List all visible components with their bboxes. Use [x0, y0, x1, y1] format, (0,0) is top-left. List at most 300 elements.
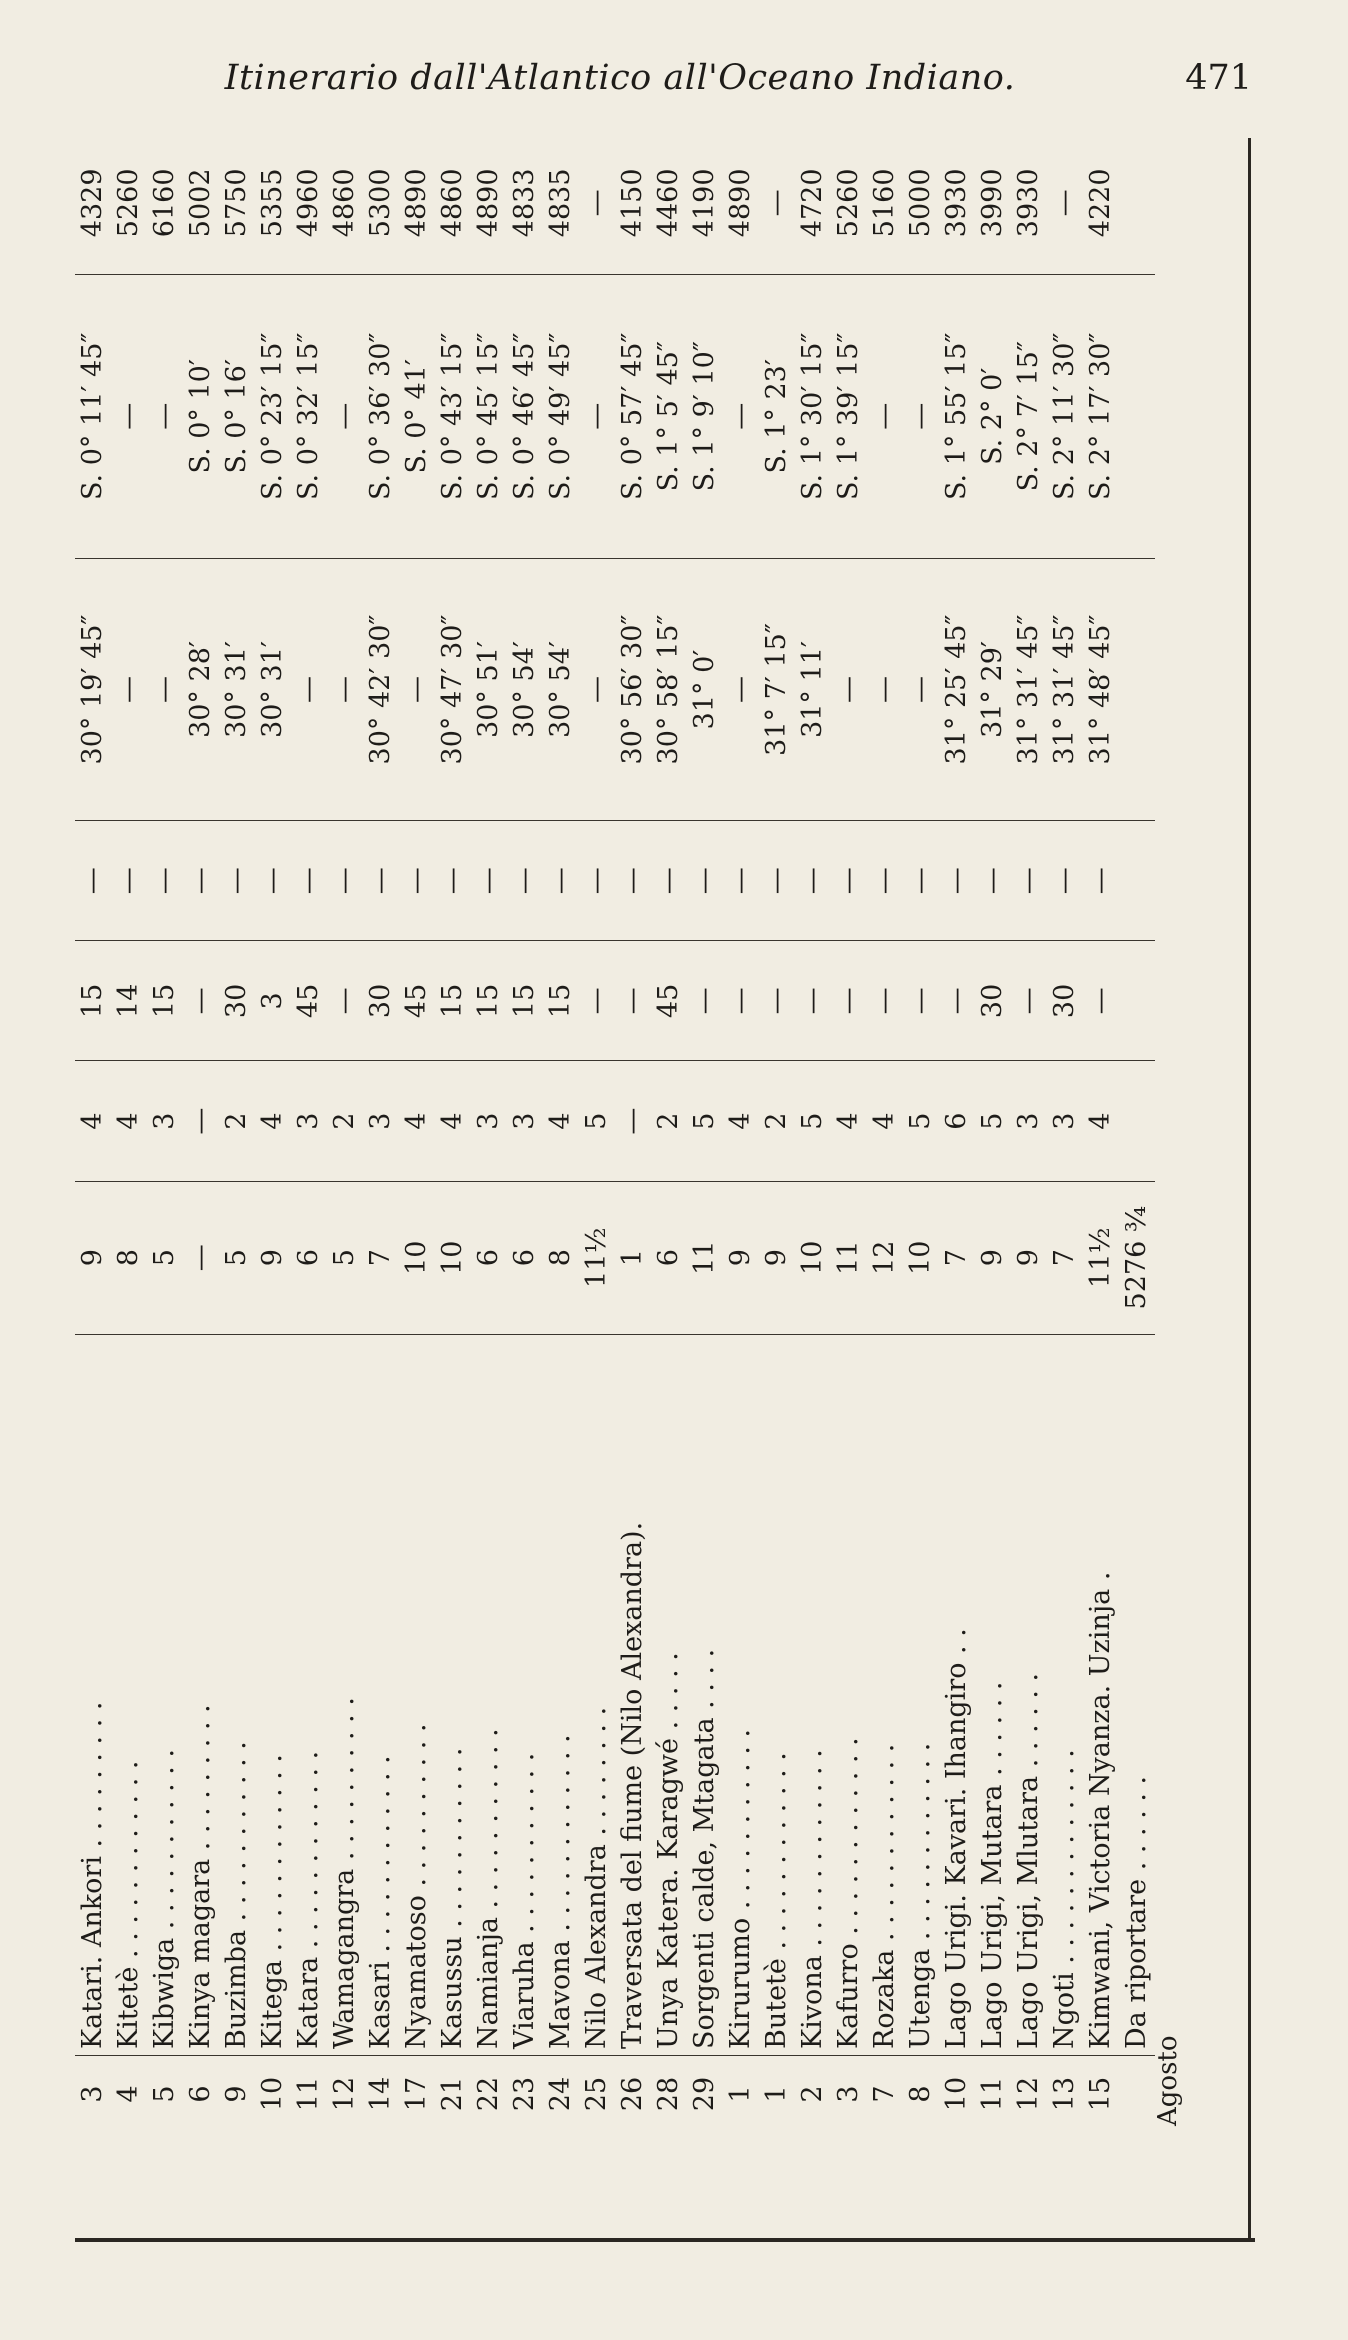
- altitude-cell: 4150: [615, 132, 651, 274]
- value-cell: 9: [75, 1181, 111, 1334]
- place-cell: Rozaka . . . . . . . . . . . .: [867, 1334, 903, 2055]
- value-cell: —: [687, 941, 723, 1061]
- longitude-cell: S. 0° 46′ 45″: [507, 274, 543, 558]
- table-row: [147, 132, 183, 2132]
- date-cell: 23: [509, 2076, 541, 2112]
- latitude-cell: 31° 29′: [975, 558, 1011, 820]
- place-cell: Ngoti . . . . . . . . . . . . .: [1047, 1334, 1083, 2055]
- table-row: [1119, 132, 1155, 2132]
- table-row: [507, 132, 543, 2132]
- latitude-cell: 30° 56′ 30″: [615, 558, 651, 820]
- latitude-cell: 31° 11′: [795, 558, 831, 820]
- place-cell: Utenga . . . . . . . . . . . .: [903, 1334, 939, 2055]
- altitude-cell: 5260: [111, 132, 147, 274]
- value-cell: —: [543, 821, 579, 941]
- table-row: [1083, 132, 1119, 2132]
- place-cell: Lago Urigi, Mutara . . . . . .: [975, 1334, 1011, 2055]
- table-row: [939, 132, 975, 2132]
- place-cell: Nyamatoso . . . . . . . . . .: [399, 1334, 435, 2055]
- value-cell: —: [183, 821, 219, 941]
- value-cell: 15: [507, 941, 543, 1061]
- value-cell: —: [975, 821, 1011, 941]
- longitude-cell: S. 0° 23′ 15″: [255, 274, 291, 558]
- longitude-cell: S. 2° 0′: [975, 274, 1011, 558]
- value-cell: —: [507, 821, 543, 941]
- latitude-cell: 30° 54′: [543, 558, 579, 820]
- longitude-cell: S. 0° 36′ 30″: [363, 274, 399, 558]
- date-cell: 17: [401, 2076, 433, 2112]
- table-row: [75, 132, 111, 2132]
- altitude-cell: 3930: [1011, 132, 1047, 274]
- value-cell: 12: [867, 1181, 903, 1334]
- latitude-cell: —: [291, 558, 327, 820]
- altitude-cell: 4890: [723, 132, 759, 274]
- value-cell: 5: [579, 1061, 615, 1181]
- value-cell: 4: [867, 1061, 903, 1181]
- place-cell: Kivona . . . . . . . . . . . .: [795, 1334, 831, 2055]
- value-cell: 14: [111, 941, 147, 1061]
- place-cell: Mavona . . . . . . . . . . . .: [543, 1334, 579, 2055]
- latitude-cell: 30° 19′ 45″: [75, 558, 111, 820]
- value-cell: 15: [75, 941, 111, 1061]
- longitude-cell: S. 1° 5′ 45″: [651, 274, 687, 558]
- table-row: [759, 132, 795, 2132]
- value-cell: —: [1047, 821, 1083, 941]
- date-cell: 29: [689, 2076, 721, 2112]
- value-cell: —: [579, 941, 615, 1061]
- latitude-cell: —: [111, 558, 147, 820]
- value-cell: —: [615, 821, 651, 941]
- date-cell: 28: [653, 2076, 685, 2112]
- table-row: [579, 132, 615, 2132]
- value-cell: 9: [975, 1181, 1011, 1334]
- value-cell: 5: [327, 1181, 363, 1334]
- value-cell: 15: [147, 941, 183, 1061]
- table-row: [651, 132, 687, 2132]
- date-cell: 10: [941, 2076, 973, 2112]
- value-cell: 4: [111, 1061, 147, 1181]
- value-cell: 5276 ¾: [1119, 1181, 1155, 1334]
- value-cell: 9: [723, 1181, 759, 1334]
- date-cell: 13: [1049, 2076, 1081, 2112]
- value-cell: 7: [939, 1181, 975, 1334]
- latitude-cell: [1119, 558, 1155, 820]
- longitude-cell: S. 0° 10′: [183, 274, 219, 558]
- value-cell: 10: [435, 1181, 471, 1334]
- place-cell: Kinya magara . . . . . . . . .: [183, 1334, 219, 2055]
- place-cell: Kibwiga . . . . . . . . . . .: [147, 1334, 183, 2055]
- value-cell: 3: [291, 1061, 327, 1181]
- place-cell: Kafurro . . . . . . . . . . . .: [831, 1334, 867, 2055]
- value-cell: [1119, 941, 1155, 1061]
- value-cell: 11: [831, 1181, 867, 1334]
- date-cell: [1119, 2056, 1155, 2133]
- value-cell: —: [255, 821, 291, 941]
- value-cell: —: [183, 1061, 219, 1181]
- value-cell: 6: [939, 1061, 975, 1181]
- value-cell: 11½: [1083, 1181, 1119, 1334]
- place-cell: Kasari . . . . . . . . . . . .: [363, 1334, 399, 2055]
- value-cell: 3: [363, 1061, 399, 1181]
- value-cell: —: [903, 941, 939, 1061]
- value-cell: 6: [471, 1181, 507, 1334]
- value-cell: —: [867, 941, 903, 1061]
- altitude-cell: 4329: [75, 132, 111, 274]
- altitude-cell: 4835: [543, 132, 579, 274]
- date-cell: 14: [365, 2076, 397, 2112]
- place-cell: Wamagangra . . . . . . . . . .: [327, 1334, 363, 2055]
- place-cell: Kitega . . . . . . . . . . . .: [255, 1334, 291, 2055]
- latitude-cell: 30° 28′: [183, 558, 219, 820]
- altitude-cell: [1119, 132, 1155, 274]
- value-cell: 2: [327, 1061, 363, 1181]
- value-cell: 15: [435, 941, 471, 1061]
- latitude-cell: 31° 31′ 45″: [1047, 558, 1083, 820]
- date-cell: 22: [473, 2076, 505, 2112]
- date-cell: 4: [113, 2085, 145, 2103]
- longitude-cell: S. 0° 32′ 15″: [291, 274, 327, 558]
- value-cell: 3: [255, 941, 291, 1061]
- altitude-cell: 5160: [867, 132, 903, 274]
- value-cell: —: [615, 1061, 651, 1181]
- altitude-cell: 5300: [363, 132, 399, 274]
- date-cell: 26: [617, 2076, 649, 2112]
- table-row: [615, 132, 651, 2132]
- latitude-cell: —: [399, 558, 435, 820]
- place-cell: Viaruha . . . . . . . . . . .: [507, 1334, 543, 2055]
- longitude-cell: —: [327, 274, 363, 558]
- table-row: [291, 132, 327, 2132]
- longitude-cell: —: [147, 274, 183, 558]
- value-cell: 2: [651, 1061, 687, 1181]
- table-row: [903, 132, 939, 2132]
- value-cell: 6: [507, 1181, 543, 1334]
- value-cell: —: [831, 941, 867, 1061]
- value-cell: —: [1011, 941, 1047, 1061]
- altitude-cell: 4860: [435, 132, 471, 274]
- altitude-cell: 5750: [219, 132, 255, 274]
- altitude-cell: 5260: [831, 132, 867, 274]
- table-row: [1047, 132, 1083, 2132]
- table-row: [795, 132, 831, 2132]
- longitude-cell: S. 1° 55′ 15″: [939, 274, 975, 558]
- table-row: [399, 132, 435, 2132]
- table-row: [1011, 132, 1047, 2132]
- date-cell: 12: [1013, 2076, 1045, 2112]
- value-cell: 11: [687, 1181, 723, 1334]
- longitude-cell: —: [867, 274, 903, 558]
- place-cell: Lago Urigi, Mlutara . . . . . .: [1011, 1334, 1047, 2055]
- value-cell: 45: [651, 941, 687, 1061]
- value-cell: 9: [255, 1181, 291, 1334]
- page-header: [0, 58, 1348, 118]
- value-cell: —: [1083, 821, 1119, 941]
- table-row: [471, 132, 507, 2132]
- value-cell: —: [183, 941, 219, 1061]
- value-cell: —: [435, 821, 471, 941]
- value-cell: —: [651, 821, 687, 941]
- table-row: [327, 132, 363, 2132]
- latitude-cell: —: [723, 558, 759, 820]
- value-cell: —: [759, 821, 795, 941]
- value-cell: 3: [1011, 1061, 1047, 1181]
- value-cell: —: [903, 821, 939, 941]
- date-cell: 11: [293, 2076, 325, 2112]
- altitude-cell: —: [1047, 132, 1083, 274]
- value-cell: 5: [795, 1061, 831, 1181]
- itinerary-table-wrap: [75, 132, 1255, 2132]
- latitude-cell: 30° 31′: [255, 558, 291, 820]
- longitude-cell: —: [903, 274, 939, 558]
- longitude-cell: —: [723, 274, 759, 558]
- value-cell: —: [579, 821, 615, 941]
- place-cell: Buzimba . . . . . . . . . . .: [219, 1334, 255, 2055]
- value-cell: 5: [219, 1181, 255, 1334]
- date-cell: 1: [761, 2085, 793, 2103]
- date-cell: 21: [437, 2076, 469, 2112]
- altitude-cell: 4860: [327, 132, 363, 274]
- altitude-cell: 4833: [507, 132, 543, 274]
- latitude-cell: —: [903, 558, 939, 820]
- latitude-cell: 31° 7′ 15″: [759, 558, 795, 820]
- value-cell: 6: [291, 1181, 327, 1334]
- date-cell: 5: [149, 2085, 181, 2103]
- longitude-cell: S. 0° 16′: [219, 274, 255, 558]
- date-cell: 3: [833, 2085, 865, 2103]
- value-cell: 45: [291, 941, 327, 1061]
- value-cell: 1: [615, 1181, 651, 1334]
- value-cell: 5: [903, 1061, 939, 1181]
- table-row: [111, 132, 147, 2132]
- date-cell: 11: [977, 2076, 1009, 2112]
- place-cell: Da riportare . . . . . .: [1119, 1334, 1155, 2055]
- itinerary-table-rotated: [75, 132, 1255, 2132]
- place-cell: Sorgenti calde, Mtagata . . . .: [687, 1334, 723, 2055]
- value-cell: —: [1083, 941, 1119, 1061]
- date-cell: 6: [185, 2085, 217, 2103]
- place-cell: Kasussu . . . . . . . . . . .: [435, 1334, 471, 2055]
- value-cell: 4: [435, 1061, 471, 1181]
- date-cell: 8: [905, 2085, 937, 2103]
- table-row: [867, 132, 903, 2132]
- longitude-cell: S. 0° 57′ 45″: [615, 274, 651, 558]
- place-cell: Butetè . . . . . . . . . . . .: [759, 1334, 795, 2055]
- place-cell: Kitetè . . . . . . . . . . . .: [111, 1334, 147, 2055]
- value-cell: —: [147, 821, 183, 941]
- value-cell: 3: [1047, 1061, 1083, 1181]
- value-cell: 8: [543, 1181, 579, 1334]
- value-cell: 45: [399, 941, 435, 1061]
- value-cell: 4: [723, 1061, 759, 1181]
- value-cell: —: [327, 941, 363, 1061]
- place-cell: Nilo Alexandra . . . . . . . .: [579, 1334, 615, 2055]
- value-cell: 15: [543, 941, 579, 1061]
- latitude-cell: —: [579, 558, 615, 820]
- value-cell: —: [939, 821, 975, 941]
- value-cell: —: [111, 821, 147, 941]
- latitude-cell: —: [867, 558, 903, 820]
- table-row: [543, 132, 579, 2132]
- place-cell: Lago Urigi. Kavari. Ihangiro . .: [939, 1334, 975, 2055]
- value-cell: —: [939, 941, 975, 1061]
- value-cell: 5: [975, 1061, 1011, 1181]
- longitude-cell: [1119, 274, 1155, 558]
- longitude-cell: —: [111, 274, 147, 558]
- latitude-cell: 31° 25′ 45″: [939, 558, 975, 820]
- date-cell: 10: [257, 2076, 289, 2112]
- value-cell: —: [363, 821, 399, 941]
- latitude-cell: —: [831, 558, 867, 820]
- value-cell: —: [831, 821, 867, 941]
- value-cell: 4: [255, 1061, 291, 1181]
- month-label: Agosto: [1153, 2035, 1183, 2126]
- value-cell: —: [795, 941, 831, 1061]
- altitude-cell: 4890: [471, 132, 507, 274]
- altitude-cell: —: [759, 132, 795, 274]
- longitude-cell: S. 1° 39′ 15″: [831, 274, 867, 558]
- table-row: [723, 132, 759, 2132]
- value-cell: 7: [363, 1181, 399, 1334]
- latitude-cell: —: [147, 558, 183, 820]
- date-cell: 1: [725, 2085, 757, 2103]
- itinerary-table: [75, 132, 1182, 2132]
- table-row: [363, 132, 399, 2132]
- altitude-cell: 5002: [183, 132, 219, 274]
- value-cell: —: [723, 941, 759, 1061]
- value-cell: 30: [975, 941, 1011, 1061]
- place-cell: Katari. Ankori . . . . . . . . .: [75, 1334, 111, 2055]
- date-cell: 15: [1085, 2076, 1117, 2112]
- value-cell: 5: [147, 1181, 183, 1334]
- value-cell: —: [687, 821, 723, 941]
- place-cell: Katara . . . . . . . . . . . .: [291, 1334, 327, 2055]
- value-cell: 10: [399, 1181, 435, 1334]
- value-cell: 3: [147, 1061, 183, 1181]
- altitude-cell: 6160: [147, 132, 183, 274]
- longitude-cell: S. 2° 11′ 30″: [1047, 274, 1083, 558]
- value-cell: 4: [399, 1061, 435, 1181]
- table-row: [831, 132, 867, 2132]
- running-title: Itinerario dall'Atlantico all'Oceano Indiano.: [224, 58, 1016, 98]
- altitude-cell: 5000: [903, 132, 939, 274]
- place-cell: Kirurumo . . . . . . . . . . .: [723, 1334, 759, 2055]
- place-cell: Unya Katera. Karagwé . . . . .: [651, 1334, 687, 2055]
- latitude-cell: 30° 31′: [219, 558, 255, 820]
- value-cell: 4: [75, 1061, 111, 1181]
- date-cell: 25: [581, 2076, 613, 2112]
- date-cell: 2: [797, 2085, 829, 2103]
- latitude-cell: 31° 31′ 45″: [1011, 558, 1047, 820]
- altitude-cell: 4190: [687, 132, 723, 274]
- value-cell: 7: [1047, 1181, 1083, 1334]
- latitude-cell: —: [327, 558, 363, 820]
- value-cell: —: [327, 821, 363, 941]
- longitude-cell: S. 2° 7′ 15″: [1011, 274, 1047, 558]
- value-cell: 4: [543, 1061, 579, 1181]
- value-cell: —: [291, 821, 327, 941]
- longitude-cell: S. 2° 17′ 30″: [1083, 274, 1119, 558]
- longitude-cell: S. 0° 41′: [399, 274, 435, 558]
- altitude-cell: 4720: [795, 132, 831, 274]
- date-cell: 9: [221, 2085, 253, 2103]
- value-cell: —: [399, 821, 435, 941]
- value-cell: 8: [111, 1181, 147, 1334]
- value-cell: —: [867, 821, 903, 941]
- table-row: [183, 132, 219, 2132]
- date-cell: 3: [77, 2085, 109, 2103]
- date-cell: 24: [545, 2076, 577, 2112]
- table-row: [255, 132, 291, 2132]
- value-cell: [1119, 821, 1155, 941]
- latitude-cell: 30° 51′: [471, 558, 507, 820]
- place-cell: Namianja . . . . . . . . . . .: [471, 1334, 507, 2055]
- date-cell: 12: [329, 2076, 361, 2112]
- place-cell: Traversata del fiume (Nilo Alexandra).: [615, 1334, 651, 2055]
- longitude-cell: S. 0° 43′ 15″: [435, 274, 471, 558]
- value-cell: 3: [471, 1061, 507, 1181]
- table-row: [435, 132, 471, 2132]
- table-bottom-rule: [75, 2238, 1255, 2242]
- place-cell: Kimwani, Victoria Nyanza. Uzinja .: [1083, 1334, 1119, 2055]
- value-cell: 11½: [579, 1181, 615, 1334]
- value-cell: 10: [903, 1181, 939, 1334]
- altitude-cell: 5355: [255, 132, 291, 274]
- value-cell: —: [759, 941, 795, 1061]
- month-row: [1155, 132, 1182, 2132]
- altitude-cell: 4960: [291, 132, 327, 274]
- table-row: [975, 132, 1011, 2132]
- value-cell: 30: [1047, 941, 1083, 1061]
- date-cell: 7: [869, 2085, 901, 2103]
- altitude-cell: 4890: [399, 132, 435, 274]
- value-cell: 5: [687, 1061, 723, 1181]
- value-cell: 10: [795, 1181, 831, 1334]
- value-cell: —: [723, 821, 759, 941]
- longitude-cell: S. 1° 23′: [759, 274, 795, 558]
- value-cell: —: [615, 941, 651, 1061]
- value-cell: 4: [1083, 1061, 1119, 1181]
- value-cell: —: [75, 821, 111, 941]
- latitude-cell: 30° 47′ 30″: [435, 558, 471, 820]
- longitude-cell: —: [579, 274, 615, 558]
- value-cell: —: [471, 821, 507, 941]
- value-cell: 15: [471, 941, 507, 1061]
- value-cell: 9: [759, 1181, 795, 1334]
- value-cell: 30: [219, 941, 255, 1061]
- longitude-cell: S. 0° 45′ 15″: [471, 274, 507, 558]
- longitude-cell: S. 1° 30′ 15″: [795, 274, 831, 558]
- value-cell: —: [795, 821, 831, 941]
- value-cell: 6: [651, 1181, 687, 1334]
- latitude-cell: 31° 48′ 45″: [1083, 558, 1119, 820]
- value-cell: —: [1011, 821, 1047, 941]
- page-number: 471: [1185, 58, 1252, 98]
- value-cell: —: [219, 821, 255, 941]
- value-cell: [1119, 1061, 1155, 1181]
- value-cell: 30: [363, 941, 399, 1061]
- latitude-cell: 30° 58′ 15″: [651, 558, 687, 820]
- table-row: [219, 132, 255, 2132]
- altitude-cell: 4220: [1083, 132, 1119, 274]
- value-cell: 2: [219, 1061, 255, 1181]
- altitude-cell: 4460: [651, 132, 687, 274]
- table-row: [687, 132, 723, 2132]
- longitude-cell: S. 0° 11′ 45″: [75, 274, 111, 558]
- value-cell: 2: [759, 1061, 795, 1181]
- altitude-cell: —: [579, 132, 615, 274]
- latitude-cell: 31° 0′: [687, 558, 723, 820]
- altitude-cell: 3930: [939, 132, 975, 274]
